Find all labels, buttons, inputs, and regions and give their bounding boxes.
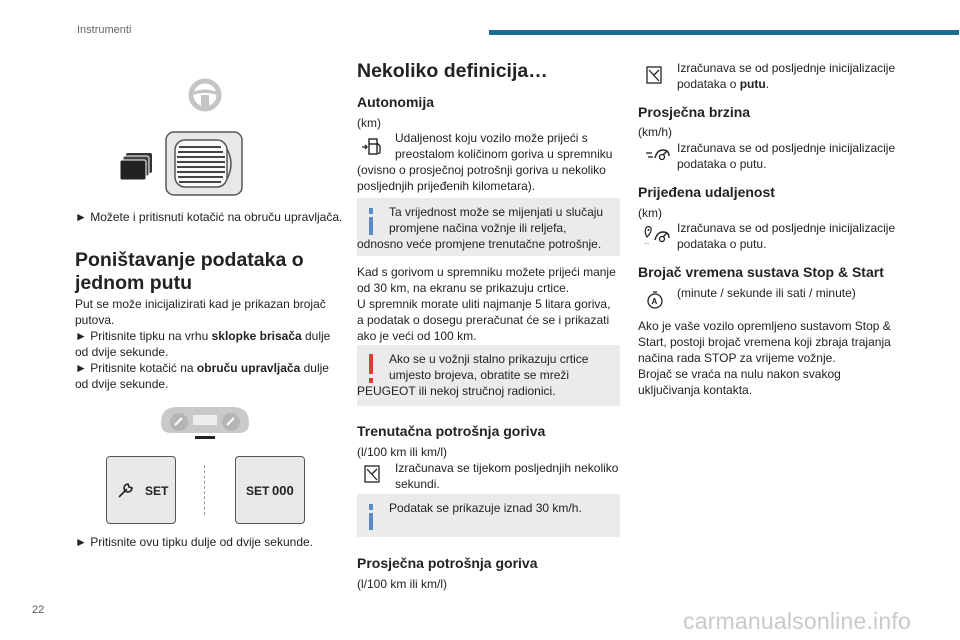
instant-desc-b: sekundi. bbox=[395, 477, 440, 491]
speed-desc-b: podataka o putu. bbox=[677, 157, 767, 171]
stopstart-p-a: Ako je vaše vozilo opremljeno sustavom Stop & bbox=[638, 319, 891, 333]
info-icon-dot bbox=[369, 504, 373, 510]
autonomy-desc-c: (ovisno o prosječnoj potrošnji goriva u nekoliko bbox=[357, 163, 606, 177]
average-heading: Prosječna potrošnja goriva bbox=[357, 555, 538, 571]
screen-stack-icon bbox=[120, 153, 154, 181]
set-button-label: SET bbox=[145, 484, 169, 498]
definitions-title: Nekoliko definicija… bbox=[357, 60, 548, 82]
set-reset-button[interactable] bbox=[235, 456, 305, 524]
wheel-press-note: ► Možete i pritisnuti kotačić na obruču upravljača. bbox=[75, 210, 343, 224]
autonomy-desc-d: posljednjih prijeđenih kilometara). bbox=[357, 179, 536, 193]
wrench-icon bbox=[117, 481, 135, 499]
reset-step-2: ► Pritisnite kotačić na obruču upravljača dulje od dvije sekunde. bbox=[75, 361, 329, 391]
autonomy-warn-a: Ako se u vožnji stalno prikazuju crtice bbox=[389, 352, 589, 366]
fuel-gauge-icon bbox=[646, 66, 662, 84]
header-accent-bar bbox=[489, 30, 959, 35]
autonomy-info-a: Ta vrijednost može se mijenjati u slučaju bbox=[389, 205, 604, 219]
reset-step-1: ► Pritisnite tipku na vrhu sklopke brisača dulje od dvije sekunde. bbox=[75, 329, 331, 359]
stopstart-p-b: Start, postoji brojač vremena koji zbraja trajanja bbox=[638, 335, 891, 349]
distance-heading: Prijeđena udaljenost bbox=[638, 184, 775, 200]
stopstart-p-e: uključivanja kontakta. bbox=[638, 383, 753, 397]
average-unit: (l/100 km ili km/l) bbox=[357, 577, 448, 591]
autonomy-info-c: odnosno veće promjene trenutačne potrošnje. bbox=[357, 237, 602, 251]
stopstart-p-d: Brojač se vraća na nulu nakon svakog bbox=[638, 367, 841, 381]
autonomy-p2-c: U spremnik morate uliti najmanje 5 litara goriva, bbox=[357, 297, 611, 311]
svg-text:...: ... bbox=[644, 240, 650, 245]
divider bbox=[204, 465, 205, 515]
distance-desc-b: podataka o putu. bbox=[677, 237, 767, 251]
speed-heading: Prosječna brzina bbox=[638, 104, 751, 120]
autonomy-info-box bbox=[357, 198, 620, 256]
watermark: carmanualsonline.info bbox=[683, 608, 911, 634]
instant-info-box bbox=[357, 494, 620, 537]
instant-heading: Trenutačna potrošnja goriva bbox=[357, 423, 546, 439]
set-button[interactable] bbox=[106, 456, 176, 524]
distance-icon bbox=[643, 225, 671, 245]
reset-trip-title: Poništavanje podataka o jednom putu bbox=[75, 249, 304, 294]
autonomy-info-b: promjene načina vožnje ili reljefa, bbox=[389, 221, 567, 235]
speed-desc-a: Izračunava se od posljednje inicijalizacije bbox=[677, 141, 896, 155]
autonomy-desc-a: Udaljenost koju vozilo može prijeći s bbox=[395, 131, 588, 145]
autonomy-warn-b: umjesto brojeva, obratite se mreži bbox=[389, 368, 570, 382]
autonomy-heading: Autonomija bbox=[357, 94, 434, 110]
avg-cons-desc-a: Izračunava se od posljednje inicijalizacije bbox=[677, 61, 896, 75]
speed-icon bbox=[645, 146, 671, 162]
fuel-pump-icon bbox=[361, 138, 383, 156]
instant-unit: (l/100 km ili km/l) bbox=[357, 445, 448, 459]
instant-desc-a: Izračunava se tijekom posljednjih nekoliko bbox=[395, 461, 619, 475]
autonomy-p2-e: ako je veći od 100 km. bbox=[357, 329, 477, 343]
info-icon bbox=[369, 217, 373, 235]
avg-cons-desc-b: podataka o putu. bbox=[677, 77, 770, 91]
steering-wheel-icon bbox=[187, 78, 223, 112]
info-icon bbox=[369, 513, 373, 530]
set-button-note: ► Pritisnite ovu tipku dulje od dvije sekunde. bbox=[75, 535, 314, 549]
stopstart-heading: Brojač vremena sustava Stop & Start bbox=[638, 264, 884, 280]
distance-desc-a: Izračunava se od posljednje inicijalizacije bbox=[677, 221, 896, 235]
distance-unit: (km) bbox=[638, 206, 662, 220]
stopstart-p-c: načina rada STOP za vrijeme vožnje. bbox=[638, 351, 836, 365]
fuel-gauge-icon bbox=[364, 465, 380, 483]
autonomy-p2-d: a podatak o dosegu preračunat će se i prikazati bbox=[357, 313, 610, 327]
set-reset-label: SET bbox=[246, 484, 270, 498]
autonomy-p2-b: od 30 km, na ekranu se prikazuju crtice. bbox=[357, 281, 570, 295]
speed-unit: (km/h) bbox=[638, 125, 672, 139]
autonomy-unit: (km) bbox=[357, 116, 381, 130]
page-number: 22 bbox=[32, 604, 45, 616]
instant-info: Podatak se prikazuje iznad 30 km/h. bbox=[389, 501, 582, 515]
autonomy-desc-b: preostalom količinom goriva u spremniku bbox=[395, 147, 613, 161]
warning-icon bbox=[369, 354, 373, 374]
autonomy-warning-box bbox=[357, 345, 620, 406]
stop-start-timer-icon bbox=[646, 290, 664, 310]
section-title: Instrumenti bbox=[77, 24, 132, 36]
thumbwheel-icon bbox=[165, 131, 243, 196]
reset-intro: Put se može inicijalizirati kad je prikazan brojač putova. bbox=[75, 297, 326, 327]
info-icon-dot bbox=[369, 208, 373, 214]
set-reset-value: 000 bbox=[272, 483, 294, 498]
svg-text:A: A bbox=[651, 297, 658, 306]
autonomy-p2-a: Kad s gorivom u spremniku možete prijeći manje bbox=[357, 265, 616, 279]
autonomy-warn-c: PEUGEOT ili nekoj stručnoj radionici. bbox=[357, 384, 556, 398]
instrument-cluster-icon bbox=[157, 403, 253, 441]
stopstart-unit: (minute / sekunde ili sati / minute) bbox=[677, 286, 856, 300]
